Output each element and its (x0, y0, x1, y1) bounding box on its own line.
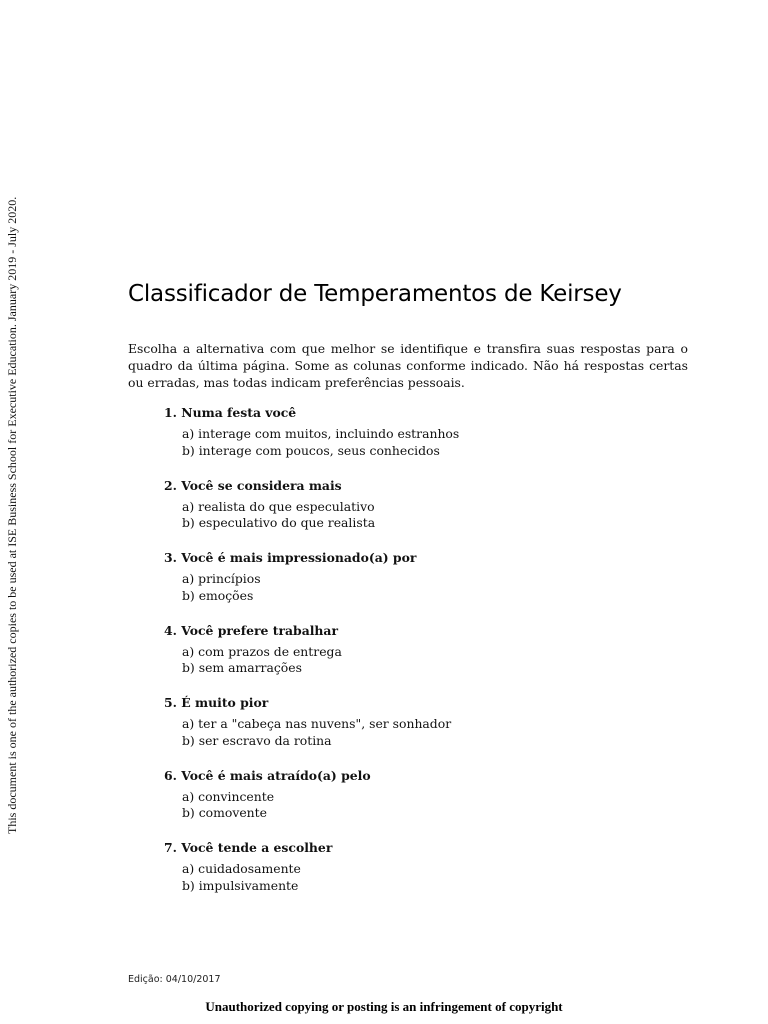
option-a: a) convincente (182, 788, 275, 804)
page-title: Classificador de Temperamentos de Keirsey (128, 281, 622, 307)
question-item-2 (164, 477, 684, 550)
edition-date: Edição: 04/10/2017 (128, 974, 221, 985)
option-b: b) sem amarrações (182, 660, 302, 675)
question-item-3 (164, 549, 684, 622)
option-a: a) com prazos de entrega (182, 643, 342, 659)
question-text: 6. Você é mais atraído(a) pelo (164, 767, 371, 783)
option-b: b) ser escravo da rotina (182, 732, 332, 748)
question-item-6 (164, 767, 684, 840)
question-text: 3. Você é mais impressionado(a) por (164, 550, 417, 565)
option-a: a) ter a "cabeça nas nuvens", ser sonhador (182, 716, 452, 731)
authorized-copy-notice: This document is one of the authorized copies to be used at ISE Business School for Executive Education. January 2019 - July 2020. (5, 196, 19, 834)
question-item-1 (164, 404, 684, 477)
option-b: b) emoções (182, 587, 254, 603)
question-item-7 (164, 839, 684, 912)
option-b: b) impulsivamente (182, 877, 299, 893)
instructions-paragraph: Escolha a alternativa com que melhor se identifique e transfira suas respostas para o quadro da última página. Some as colunas conforme indicado. Não há respostas certas ou erradas, mas todas indicam preferências pessoais. (128, 341, 688, 390)
question-text: 5. É muito pior (164, 695, 269, 710)
option-a: a) princípios (182, 571, 261, 586)
option-a: a) realista do que especulativo (182, 498, 375, 514)
option-b: b) interage com poucos, seus conhecidos (182, 442, 440, 458)
question-item-4 (164, 622, 684, 695)
question-list (164, 404, 684, 912)
question-text: 2. Você se considera mais (164, 477, 342, 493)
copyright-notice: Unauthorized copying or posting is an infringement of copyright (205, 999, 563, 1014)
option-b: b) especulativo do que realista (182, 515, 376, 530)
question-text: 7. Você tende a escolher (164, 840, 333, 855)
question-text: 1. Numa festa você (164, 405, 297, 420)
option-a: a) cuidadosamente (182, 861, 301, 876)
question-item-5 (164, 694, 684, 767)
option-a: a) interage com muitos, incluindo estranhos (182, 426, 460, 441)
question-text: 4. Você prefere trabalhar (164, 622, 338, 638)
option-b: b) comovente (182, 805, 267, 820)
